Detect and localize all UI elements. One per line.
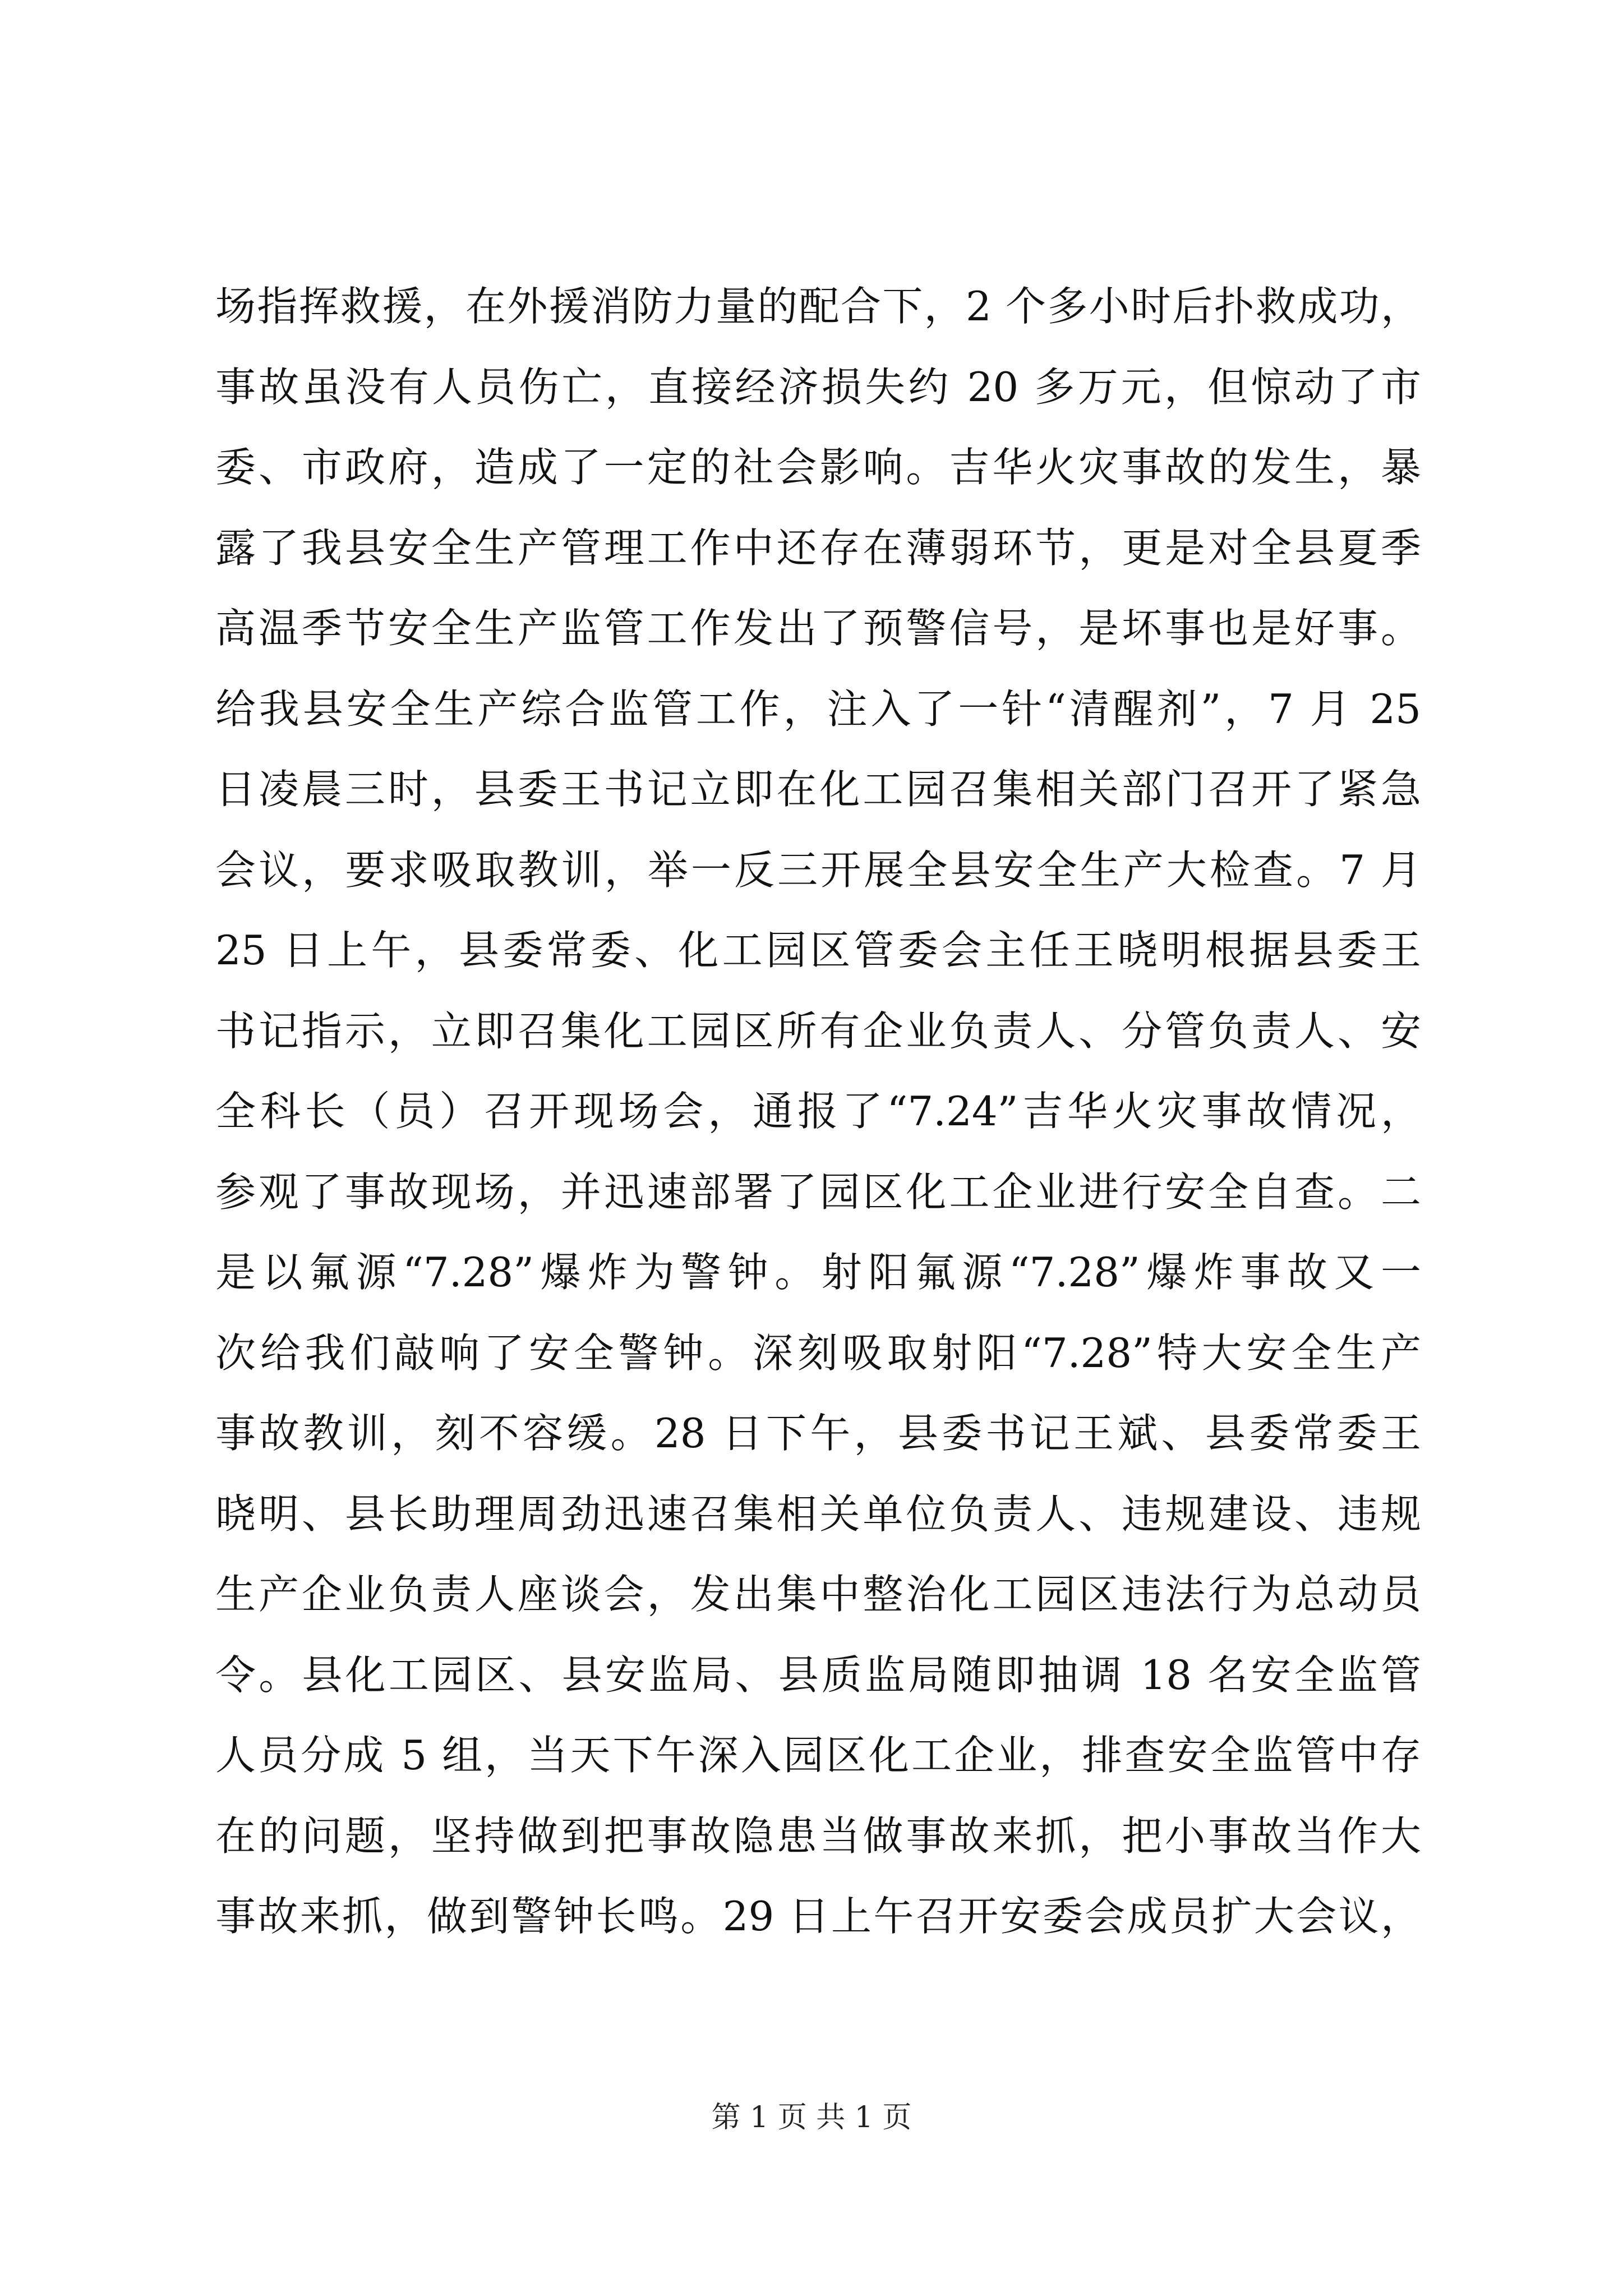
text-line: 书记指示，立即召集化工园区所有企业负责人、分管负责人、安: [215, 1007, 1421, 1055]
text-line: 全科长（员）召开现场会，通报了“7.24”吉华火灾事故情况，: [215, 1088, 1421, 1135]
text-line: 日凌晨三时，县委王书记立即在化工园召集相关部门召开了紧急: [215, 766, 1421, 813]
text-line: 给我县安全生产综合监管工作，注入了一针“清醒剂”，7 月 25: [215, 685, 1421, 733]
page-footer: 第 1 页 共 1 页: [711, 2101, 912, 2134]
text-line: 场指挥救援，在外援消防力量的配合下，2 个多小时后扑救成功，: [215, 283, 1421, 330]
text-line: 人员分成 5 组，当天下午深入园区化工企业，排查安全监管中存: [215, 1732, 1421, 1779]
text-line: 事故来抓，做到警钟长鸣。29 日上午召开安委会成员扩大会议，: [215, 1893, 1421, 1940]
text-line: 在的问题，坚持做到把事故隐患当做事故来抓，把小事故当作大: [215, 1812, 1421, 1860]
text-line: 令。县化工园区、县安监局、县质监局随即抽调 18 名安全监管: [215, 1651, 1421, 1699]
text-line: 露了我县安全生产管理工作中还存在薄弱环节，更是对全县夏季: [215, 524, 1421, 572]
document-body: [215, 266, 1421, 1957]
text-line: 会议，要求吸取教训，举一反三开展全县安全生产大检查。7 月: [215, 846, 1421, 894]
text-line: 委、市政府，造成了一定的社会影响。吉华火灾事故的发生，暴: [215, 444, 1421, 491]
text-line: 生产企业负责人座谈会，发出集中整治化工园区违法行为总动员: [215, 1571, 1421, 1618]
text-line: 事故虽没有人员伤亡，直接经济损失约 20 多万元，但惊动了市: [215, 363, 1421, 411]
text-line: 是以氟源“7.28”爆炸为警钟。射阳氟源“7.28”爆炸事故又一: [215, 1249, 1421, 1296]
text-line: 25 日上午，县委常委、化工园区管委会主任王晓明根据县委王: [215, 927, 1421, 974]
text-line: 参观了事故现场，并迅速部署了园区化工企业进行安全自查。二: [215, 1168, 1421, 1216]
text-line: 事故教训，刻不容缓。28 日下午，县委书记王斌、县委常委王: [215, 1410, 1421, 1457]
text-line: 高温季节安全生产监管工作发出了预警信号，是坏事也是好事。: [215, 605, 1421, 652]
text-line: 晓明、县长助理周劲迅速召集相关单位负责人、违规建设、违规: [215, 1490, 1421, 1538]
text-line: 次给我们敲响了安全警钟。深刻吸取射阳“7.28”特大安全生产: [215, 1329, 1421, 1377]
